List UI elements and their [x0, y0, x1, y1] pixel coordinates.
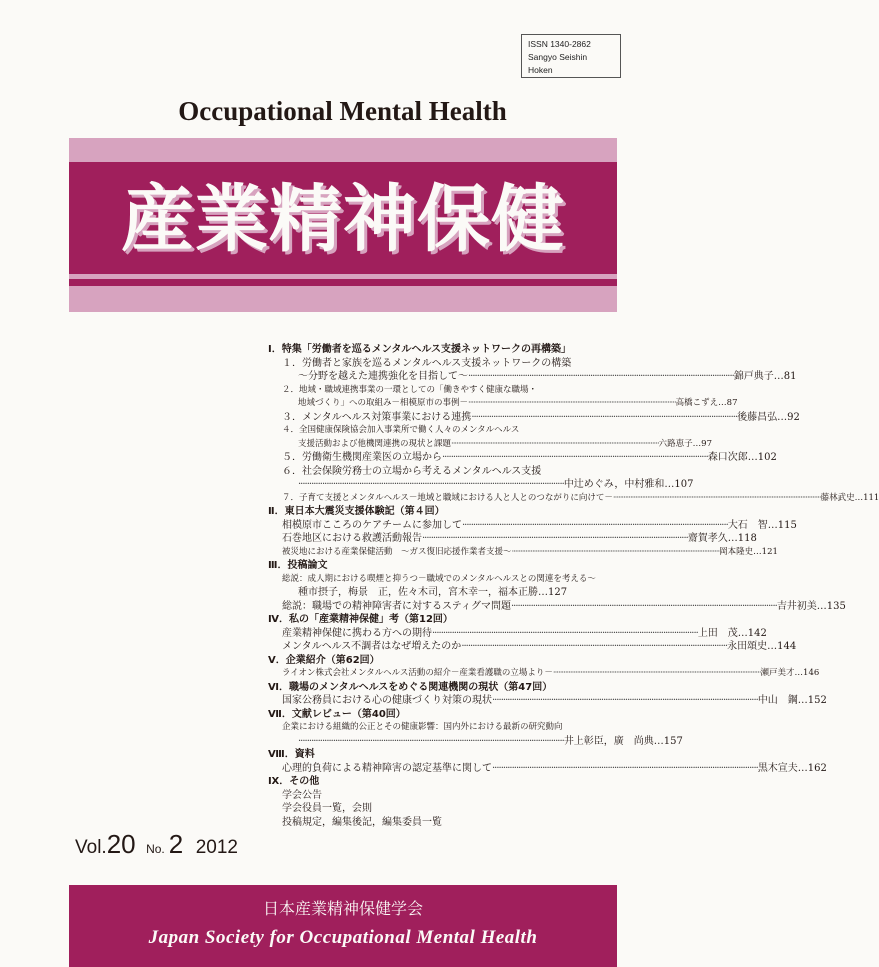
toc-title: 地域づくり」への取組み－相模原市の事例－: [298, 398, 469, 408]
toc-entry: [268, 802, 628, 816]
toc-title: Ⅸ．その他: [268, 776, 320, 787]
toc-leader-dots: [471, 411, 737, 425]
toc-title: Ⅰ．特集「労働者を巡るメンタルヘルス支援ネットワークの再構築」: [268, 344, 572, 355]
toc-leader-dots: [512, 546, 720, 560]
toc-title: Ⅳ．私の「産業精神保健」考（第12回）: [268, 614, 453, 625]
toc-title: Ⅷ．資料: [268, 749, 315, 760]
toc-leader-dots: [422, 532, 688, 546]
publisher-band: [69, 885, 617, 967]
toc-leader-dots: [298, 735, 564, 749]
toc-title: ５．労働衛生機関産業医の立場から: [282, 452, 442, 463]
toc-title: ４．全国健康保険協会加入事業所で働く人々のメンタルヘルス: [282, 425, 520, 435]
year: 2012: [195, 837, 238, 858]
toc-title: ６．社会保険労務士の立場から考えるメンタルヘルス支援: [282, 465, 542, 477]
issn-box: [521, 34, 621, 78]
title-band-top: [69, 138, 617, 162]
toc-author-page: 高橋こずえ…87: [675, 398, 738, 408]
publisher-name-english: Japan Society for Occupational Mental Health: [148, 927, 538, 948]
issn-name-line1: Sangyo Seishin: [528, 52, 588, 62]
toc-entry: [268, 532, 757, 546]
toc-title: ７．子育て支援とメンタルヘルス－地域と職域における人と人とのつながりに向けて－: [282, 492, 613, 503]
toc-entry: [268, 411, 800, 425]
issn-number: ISSN 1340-2862: [528, 39, 591, 49]
toc-leader-dots: [511, 600, 777, 614]
toc-author-page: 齋賀孝久…118: [687, 533, 757, 544]
toc-leader-dots: [451, 438, 659, 452]
toc-entry: [268, 370, 797, 384]
toc-leader-dots: [553, 667, 761, 681]
toc-title: Ⅲ．投稿論文: [268, 560, 328, 571]
toc-author-page: 六路恵子…97: [658, 438, 712, 449]
toc-author-page: 永田頌史…144: [727, 641, 797, 652]
title-band-stripe-dark: [69, 279, 617, 286]
toc-title: 心理的負荷による精神障害の認定基準に関して: [282, 762, 492, 774]
toc-section-heading: [268, 708, 628, 722]
issn-name-line2: Hoken: [528, 65, 553, 75]
toc-title: メンタルヘルス不調者はなぜ増えたのか: [282, 641, 462, 652]
toc-entry: [268, 694, 827, 708]
toc-entry: [268, 546, 778, 560]
toc-leader-dots: [492, 762, 758, 776]
toc-entry: [268, 627, 767, 641]
toc-section-heading: [268, 559, 628, 573]
toc-author-page: 森口次郎…102: [707, 452, 777, 463]
toc-title: 石巻地区における救護活動報告: [282, 533, 422, 544]
toc-author-page: 藤林武史…111: [820, 492, 879, 503]
toc-section-heading: [268, 343, 628, 357]
toc-entry: [268, 789, 628, 803]
toc-entry: [268, 438, 712, 452]
toc-author-page: 後藤昌弘…92: [737, 411, 800, 423]
toc-author-page: 大石 智…115: [727, 519, 797, 531]
toc-title: ライオン株式会社メンタルヘルス活動の紹介－産業看護職の立場より－: [282, 668, 553, 678]
toc-author-page: 井上彰臣，廣 尚典…157: [563, 735, 683, 747]
toc-title: Ⅵ．職場のメンタルヘルスをめぐる関連機関の現状（第47回）: [268, 681, 553, 693]
issue-number: 2: [168, 829, 184, 859]
toc-title: Ⅶ．文献レビュー（第40回）: [268, 708, 406, 720]
toc-entry: [268, 357, 628, 371]
toc-title: 種市摂子，梅景 正，佐々木司，宮木幸一，福本正勝…127: [298, 587, 568, 598]
toc-entry: [268, 573, 628, 587]
volume-number: 20: [106, 829, 136, 859]
toc-title: 企業における組織的公正とその健康影響：国内外における最新の研究動向: [282, 722, 563, 732]
toc-author-page: 中山 鋼…152: [757, 695, 827, 706]
toc-author-page: 上田 茂…142: [697, 627, 767, 639]
journal-title-english: Occupational Mental Health: [178, 96, 507, 126]
title-band-bottom: [69, 286, 617, 312]
toc-author-page: 岡本隆史…121: [719, 546, 778, 557]
publisher-name-japanese: 日本産業精神保健学会: [262, 899, 423, 918]
toc-entry: [268, 586, 628, 600]
toc-entry: [268, 600, 846, 614]
toc-title: 学会役員一覧，会則: [282, 803, 372, 814]
toc-title: ２．地域・職域連携事業の一環としての「働きやすく健康な職場・: [282, 384, 538, 395]
toc-title: 総説：成人期における喫煙と抑うつ－職域でのメンタルヘルスとの関連を考える～: [282, 573, 596, 584]
toc-entry: [268, 424, 628, 438]
toc-entry: [268, 397, 738, 411]
toc-author-page: 中辻めぐみ，中村雅和…107: [563, 479, 694, 490]
toc-entry: [268, 492, 879, 506]
toc-leader-dots: [432, 627, 698, 641]
volume-info: [75, 829, 238, 860]
toc-leader-dots: [462, 519, 728, 533]
toc-leader-dots: [468, 370, 734, 384]
toc-entry: [268, 384, 628, 398]
toc-entry: [268, 762, 827, 776]
toc-title: 支援活動および他機関連携の現状と課題: [298, 438, 452, 449]
toc-entry: [268, 640, 797, 654]
toc-title: 国家公務員における心の健康づくり対策の現状: [282, 695, 492, 706]
toc-title: 産業精神保健に携わる方への期待: [282, 627, 432, 639]
toc-title: Ⅱ．東日本大震災支援体験記（第４回）: [268, 506, 445, 517]
toc-leader-dots: [461, 640, 727, 654]
journal-title-japanese: 産業精神保健: [121, 177, 565, 262]
toc-leader-dots: [442, 451, 708, 465]
toc-author-page: 瀬戸美才…146: [760, 668, 820, 678]
toc-entry: [268, 519, 797, 533]
toc-title: 学会公告: [282, 789, 322, 801]
toc-section-heading: [268, 654, 628, 668]
toc-author-page: 錦戸典子…81: [733, 371, 797, 382]
toc-entry: [268, 478, 694, 492]
toc-entry: [268, 816, 628, 830]
toc-section-heading: [268, 748, 628, 762]
toc-title: 被災地における産業保健活動 ～ガス復旧応援作業者支援～: [282, 546, 512, 557]
toc-section-heading: [268, 613, 628, 627]
toc-entry: [268, 451, 777, 465]
toc-entry: [268, 465, 628, 479]
toc-leader-dots: [468, 397, 676, 411]
toc-title: 投稿規定，編集後記，編集委員一覧: [282, 816, 442, 828]
toc-title: Ⅴ．企業紹介（第62回）: [268, 654, 380, 666]
volume-label: Vol.: [75, 837, 107, 858]
toc-title: 相模原市こころのケアチームに参加して: [282, 519, 462, 531]
toc-author-page: 黒木宣夫…162: [757, 762, 827, 774]
toc-leader-dots: [613, 492, 821, 506]
toc-entry: [268, 721, 628, 735]
toc-leader-dots: [492, 694, 758, 708]
toc-section-heading: [268, 775, 628, 789]
issue-label: No.: [146, 842, 165, 856]
toc-title: １．労働者と家族を巡るメンタルヘルス支援ネットワークの構築: [282, 357, 572, 369]
toc-title: ～分野を越えた連携強化を目指して～: [298, 371, 468, 382]
table-of-contents: [268, 343, 879, 829]
toc-title: ３．メンタルヘルス対策事業における連携: [282, 411, 472, 423]
toc-author-page: 吉井初美…135: [776, 600, 846, 612]
toc-entry: [268, 667, 820, 681]
toc-section-heading: [268, 681, 628, 695]
toc-entry: [268, 735, 683, 749]
toc-title: 総説：職場での精神障害者に対するスティグマ問題: [282, 600, 511, 612]
toc-section-heading: [268, 505, 628, 519]
toc-leader-dots: [298, 478, 564, 492]
